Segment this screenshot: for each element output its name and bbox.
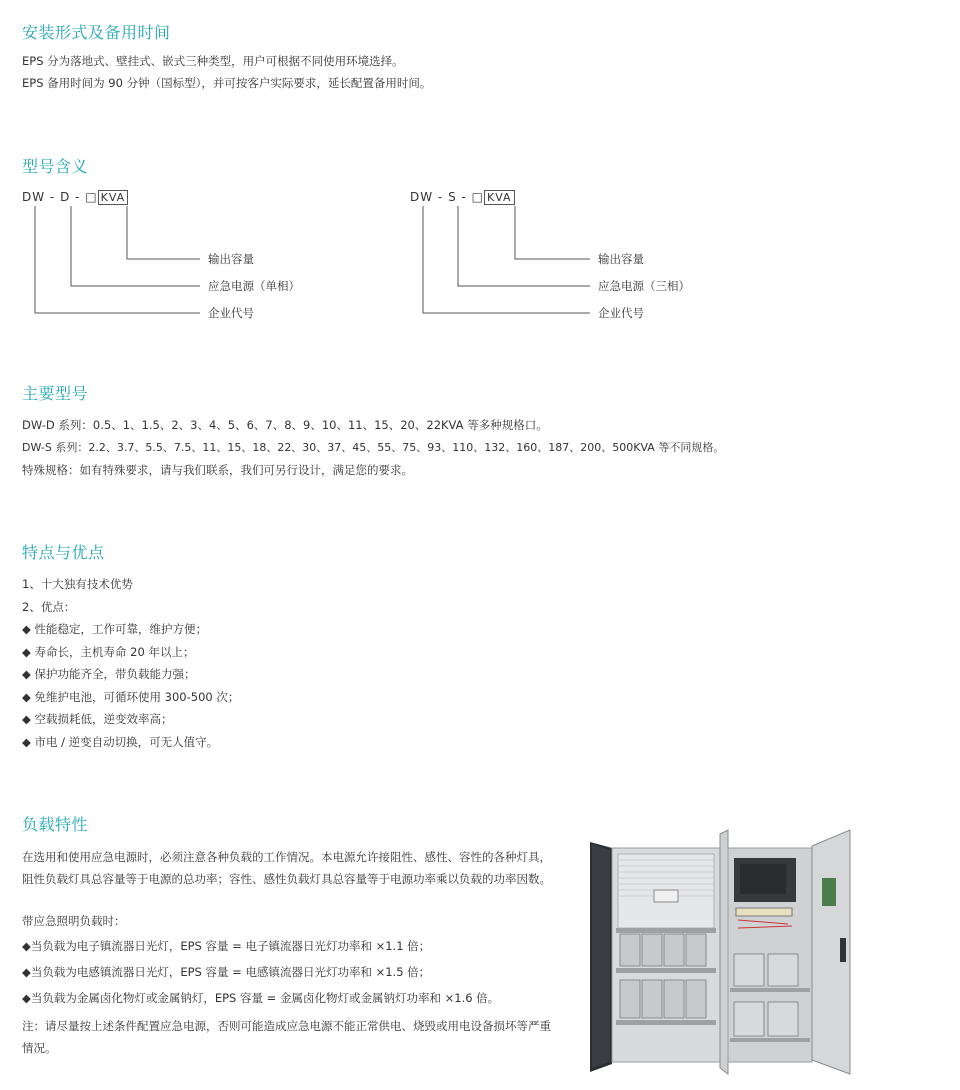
models-s-series: DW-S 系列：2.2、3.7、5.5、7.5、11、15、18、22、30、37、45、55、75、93、110、132、160、187、200、500KVA 等不同规格。 [22,441,725,454]
label-single-phase: 应急电源（单相） [208,279,300,293]
install-line-2: EPS 备用时间为 90 分钟（国标型），并可按客户实际要求，延长配置备用时间。 [22,76,432,90]
models-special: 特殊规格：如有特殊要求，请与我们联系，我们可另行设计，满足您的要求。 [22,463,413,477]
section-title-main-models: 主要型号 [22,384,89,403]
list-item: ◆ 保护功能齐全，带负载能力强； [22,667,196,681]
load-intro: 在选用和使用应急电源时，必须注意各种负载的工作情况。本电源允许接阻性、感性、容性的各种灯具，阻性负载灯具总容量等于电源的总功率；容性、感性负载灯具总容量等于电源功率乘以负载的功率因数。 [22,850,551,886]
label-output-capacity: 输出容量 [208,252,254,266]
code-type: S [448,190,457,204]
label-output-capacity: 输出容量 [598,252,644,266]
section-title-features: 特点与优点 [22,543,105,562]
code-prefix: DW [22,190,46,204]
code-type: D [60,190,71,204]
code-prefix: DW [410,190,434,204]
load-item-metal-halide: ◆当负载为金属卤化物灯或金属钠灯，EPS 容量 = 金属卤化物灯或金属钠灯功率和 ×1.6 倍。 [22,991,500,1005]
load-note: 注：请尽量按上述条件配置应急电源，否则可能造成应急电源不能正常供电、烧毁或用电设备损坏等严重情况。 [22,1019,551,1055]
list-item: ◆ 免维护电池，可循环使用 300-500 次； [22,689,240,704]
code-box: □ [471,190,485,204]
features-list [22,573,239,753]
model-code-single-phase: DW - D - □ KVA [22,190,128,205]
eps-cabinet-image [588,828,860,1076]
list-item: ◆ 寿命长，主机寿命 20 年以上； [22,644,195,659]
label-three-phase: 应急电源（三相） [598,279,690,293]
list-item: 2、优点： [22,599,76,614]
load-item-inductive: ◆当负载为电感镇流器日光灯，EPS 容量 = 电感镇流器日光灯功率和 ×1.5 倍； [22,965,431,979]
list-item: ◆ 空载损耗低，逆变效率高； [22,712,173,726]
model-code-three-phase: DW - S - □ KVA [410,190,515,205]
label-company-code: 企业代号 [208,306,254,320]
list-item: ◆ 市电 / 逆变自动切换，可无人值守。 [22,734,219,749]
model-diagram-lines [0,0,960,340]
label-company-code: 企业代号 [598,306,644,320]
list-item: 1、十大独有技术优势 [22,577,133,591]
code-unit: KVA [98,190,129,205]
list-item: ◆ 性能稳定，工作可靠，维护方便； [22,622,207,636]
load-item-electronic: ◆当负载为电子镇流器日光灯，EPS 容量 = 电子镇流器日光灯功率和 ×1.1 倍； [22,939,431,953]
code-unit: KVA [484,190,515,205]
code-box: □ [85,190,98,204]
section-title-load: 负载特性 [22,815,89,834]
models-d-series: DW-D 系列：0.5、1、1.5、2、3、4、5、6、7、8、9、10、11、15、20、22KVA 等多种规格口。 [22,418,548,432]
install-line-1: EPS 分为落地式、壁挂式、嵌式三种类型，用户可根据不同使用环境选择。 [22,54,404,68]
section-title-model: 型号含义 [22,157,89,176]
section-title-install: 安装形式及备用时间 [22,23,171,42]
load-sub: 带应急照明负载时： [22,914,126,928]
